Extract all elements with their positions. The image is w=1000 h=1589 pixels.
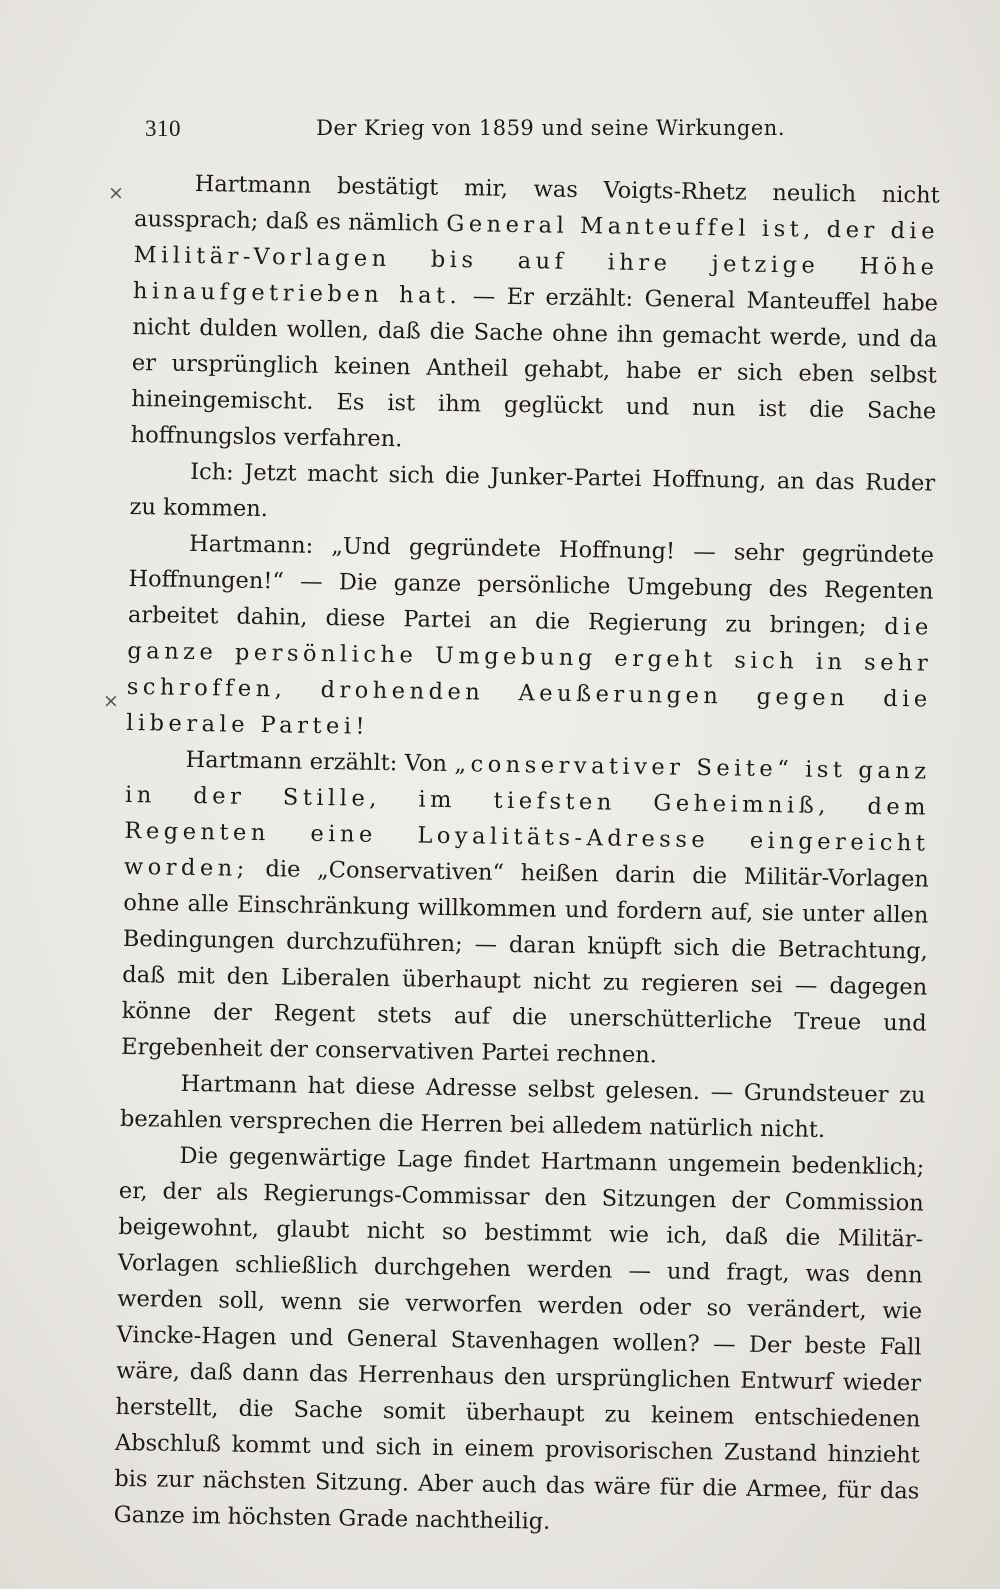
text-run: Ich: Jetzt macht sich die Junker-Partei Hoffnung, an das Ruder zu kommen. [129, 458, 936, 523]
emphasized-text: die ganze persönliche Umgebung ergeht sich in sehr schroffen, drohenden Aeußerungen gegen die liberale Partei! [126, 613, 934, 740]
running-title: Der Krieg von 1859 und seine Wirkungen. [316, 116, 785, 140]
text-run: — Er erzählt: General Manteuffel habe nicht dulden wollen, daß die Sache ohne ihn gemacht werde, und da er ursprünglich keinen Antheil gehabt, habe er sich eben selbst hineingemischt. Es ist ihm geglückt und nun ist die Sache hoffnungslos verfahren. [130, 283, 939, 453]
text-run: Hartmann erzählt: Von [185, 746, 455, 778]
paragraph [126, 525, 934, 754]
paragraph [121, 741, 931, 1078]
page-number: 310 [145, 116, 181, 141]
text-run: Hartmann hat diese Adresse selbst gelesen. — Grundsteuer zu bezahlen versprechen die Herren bei alledem natürlich nicht. [119, 1070, 926, 1143]
text-run: die „Conservativen“ heißen darin die Militär-Vorlagen ohne alle Einschränkung willkommen und fordern auf, sie unter allen Bedingungen durchzuführen; — daran knüpft sich die Betrachtung, daß mit den Liberalen überhaupt nicht zu regieren sei — dagegen könne der Regent stets auf die unerschütterliche Treue und Ergebenheit der conservativen Partei rechnen. [120, 855, 930, 1069]
paragraph [129, 453, 935, 538]
margin-cross-mark: × [108, 182, 124, 204]
text-run: Hartmann bestätigt mir, was Voigts-Rhetz neulich nicht aussprach; daß es nämlich [133, 170, 940, 237]
paragraph [130, 165, 939, 466]
paragraph [120, 1065, 926, 1150]
emphasized-text: General Manteuffel ist, der die Militär-Vorlagen bis auf ihre jetzige Höhe hinaufgetrieben hat. [132, 210, 940, 310]
emphasized-text: „conservativer Seite“ ist ganz in der Stille, im tiefsten Geheimniß, dem Regenten eine Loyalitäts-Adresse eingereicht worden; [123, 751, 931, 882]
text-run: Die gegenwärtige Lage findet Hartmann ungemein bedenklich; er, der als Regierungs-Commissar den Sitzungen der Commission beigewohnt, glaubt nicht so bestimmt wie ich, daß die Militär-Vorlagen schließlich durchgehen werden — und fragt, was denn werden soll, wenn sie verworfen werden oder so verändert, wie Vincke-Hagen und General Stavenhagen wollen? — Der beste Fall wäre, daß dann das Herrenhaus den ursprünglichen Entwurf wieder herstellt, die Sache somit überhaupt zu keinem entschiedenen Abschluß kommt und sich in einem provisorischen Zustand hinzieht bis zur nächsten Sitzung. Aber auch das wäre für die Armee, für das Ganze im höchsten Grade nachtheilig. [113, 1142, 925, 1535]
running-head [145, 116, 785, 142]
margin-cross-mark: × [103, 690, 119, 712]
body-text [114, 165, 940, 1545]
text-run: Hartmann: „Und gegründete Hoffnung! — sehr gegründete Hoffnungen!“ — Die ganze persönliche Umgebung des Regenten arbeitet dahin, diese Partei an die Regierung zu bringen; [127, 530, 935, 640]
paragraph [114, 1137, 925, 1546]
